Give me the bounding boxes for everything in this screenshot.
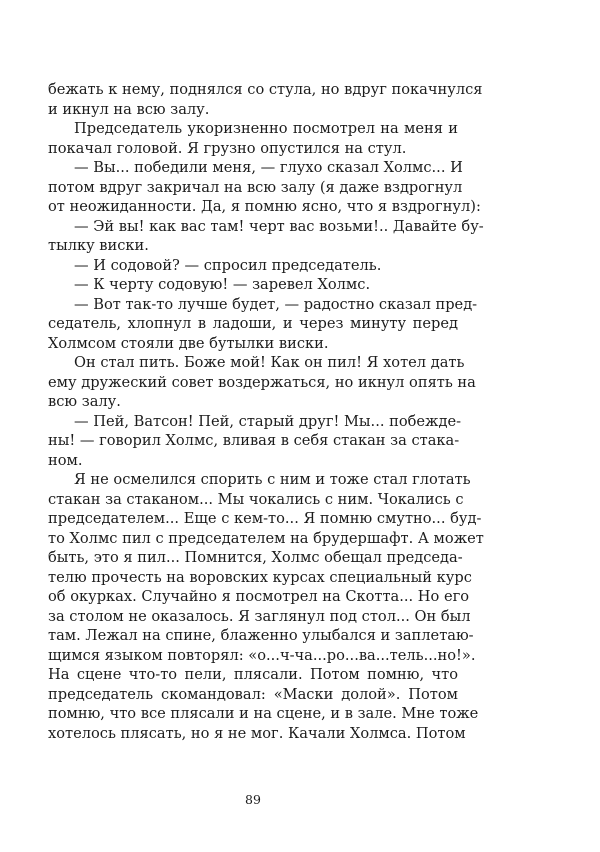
text-line: Он стал пить. Боже мой! Как он пил! Я хотел дать (74, 354, 465, 371)
text-line: ему дружеский совет воздержаться, но икнул опять на (48, 373, 476, 391)
text-line: за столом не оказалось. Я заглянул под стол... Он был (48, 607, 471, 625)
text-line: потом вдруг закричал на всю залу (я даже вздрогнул (48, 178, 463, 196)
text-line: помню, что все плясали и на сцене, и в зале. Мне тоже (48, 705, 479, 722)
text-line: — Вы... победили меня, — глухо сказал Холмс... И (74, 159, 463, 176)
text-line: хотелось плясать, но я не мог. Качали Холмса. Потом (48, 724, 466, 742)
text-line: — К черту содовую! — заревел Холмс. (74, 276, 371, 293)
page-number: 89 (245, 792, 261, 807)
text-line: — Вот так-то лучше будет, — радостно сказал пред- (74, 295, 478, 313)
text-line: от неожиданности. Да, я помню ясно, что я вздрогнул): (48, 198, 481, 215)
text-line: щимся языком повторял: «о...ч-ча...ро...ва...тель...но!». (48, 646, 476, 664)
text-line: быть, это я пил... Помнится, Холмс обещал председа- (48, 549, 463, 566)
text-line: седатель, хлопнул в ладоши, и через минуту перед (48, 315, 458, 332)
text-line: — И содовой? — спросил председатель. (74, 256, 382, 274)
text-line: ны! — говорил Холмс, вливая в себя стакан за стака- (48, 432, 460, 449)
text-line: Холмсом стояли две бутылки виски. (48, 334, 329, 352)
text-line: — Пей, Ватсон! Пей, старый друг! Мы... побежде- (74, 412, 462, 430)
text-line: председатель скомандовал: «Маски долой». Потом (48, 685, 458, 703)
text-line: Я не осмелился спорить с ним и тоже стал глотать (74, 471, 471, 488)
text-line: ном. (48, 451, 83, 469)
text-line: На сцене что-то пели, плясали. Потом помню, что (48, 666, 458, 683)
text-line: об окурках. Случайно я посмотрел на Скотта... Но его (48, 588, 470, 605)
text-line: и икнул на всю залу. (48, 100, 210, 118)
text-line: бежать к нему, поднялся со стула, но вдруг покачнулся (48, 81, 483, 98)
text-line: покачал головой. Я грузно опустился на стул. (48, 139, 407, 157)
text-line: стакан за стаканом... Мы чокались с ним. Чокались с (48, 490, 464, 508)
text-line: там. Лежал на спине, блаженно улыбался и заплетаю- (48, 627, 474, 644)
text-line: то Холмс пил с председателем на брудершафт. А может (48, 529, 484, 547)
text-line: всю залу. (48, 393, 121, 410)
text-line: председателем... Еще с кем-то... Я помню смутно... буд- (48, 510, 482, 527)
text-line: Председатель укоризненно посмотрел на меня и (74, 120, 458, 137)
text-line: телю прочесть на воровских курсах специальный курс (48, 568, 472, 586)
page-text (48, 80, 484, 743)
text-line: тылку виски. (48, 237, 149, 254)
text-line: — Эй вы! как вас там! черт вас возьми!.. Давайте бу- (74, 217, 484, 235)
